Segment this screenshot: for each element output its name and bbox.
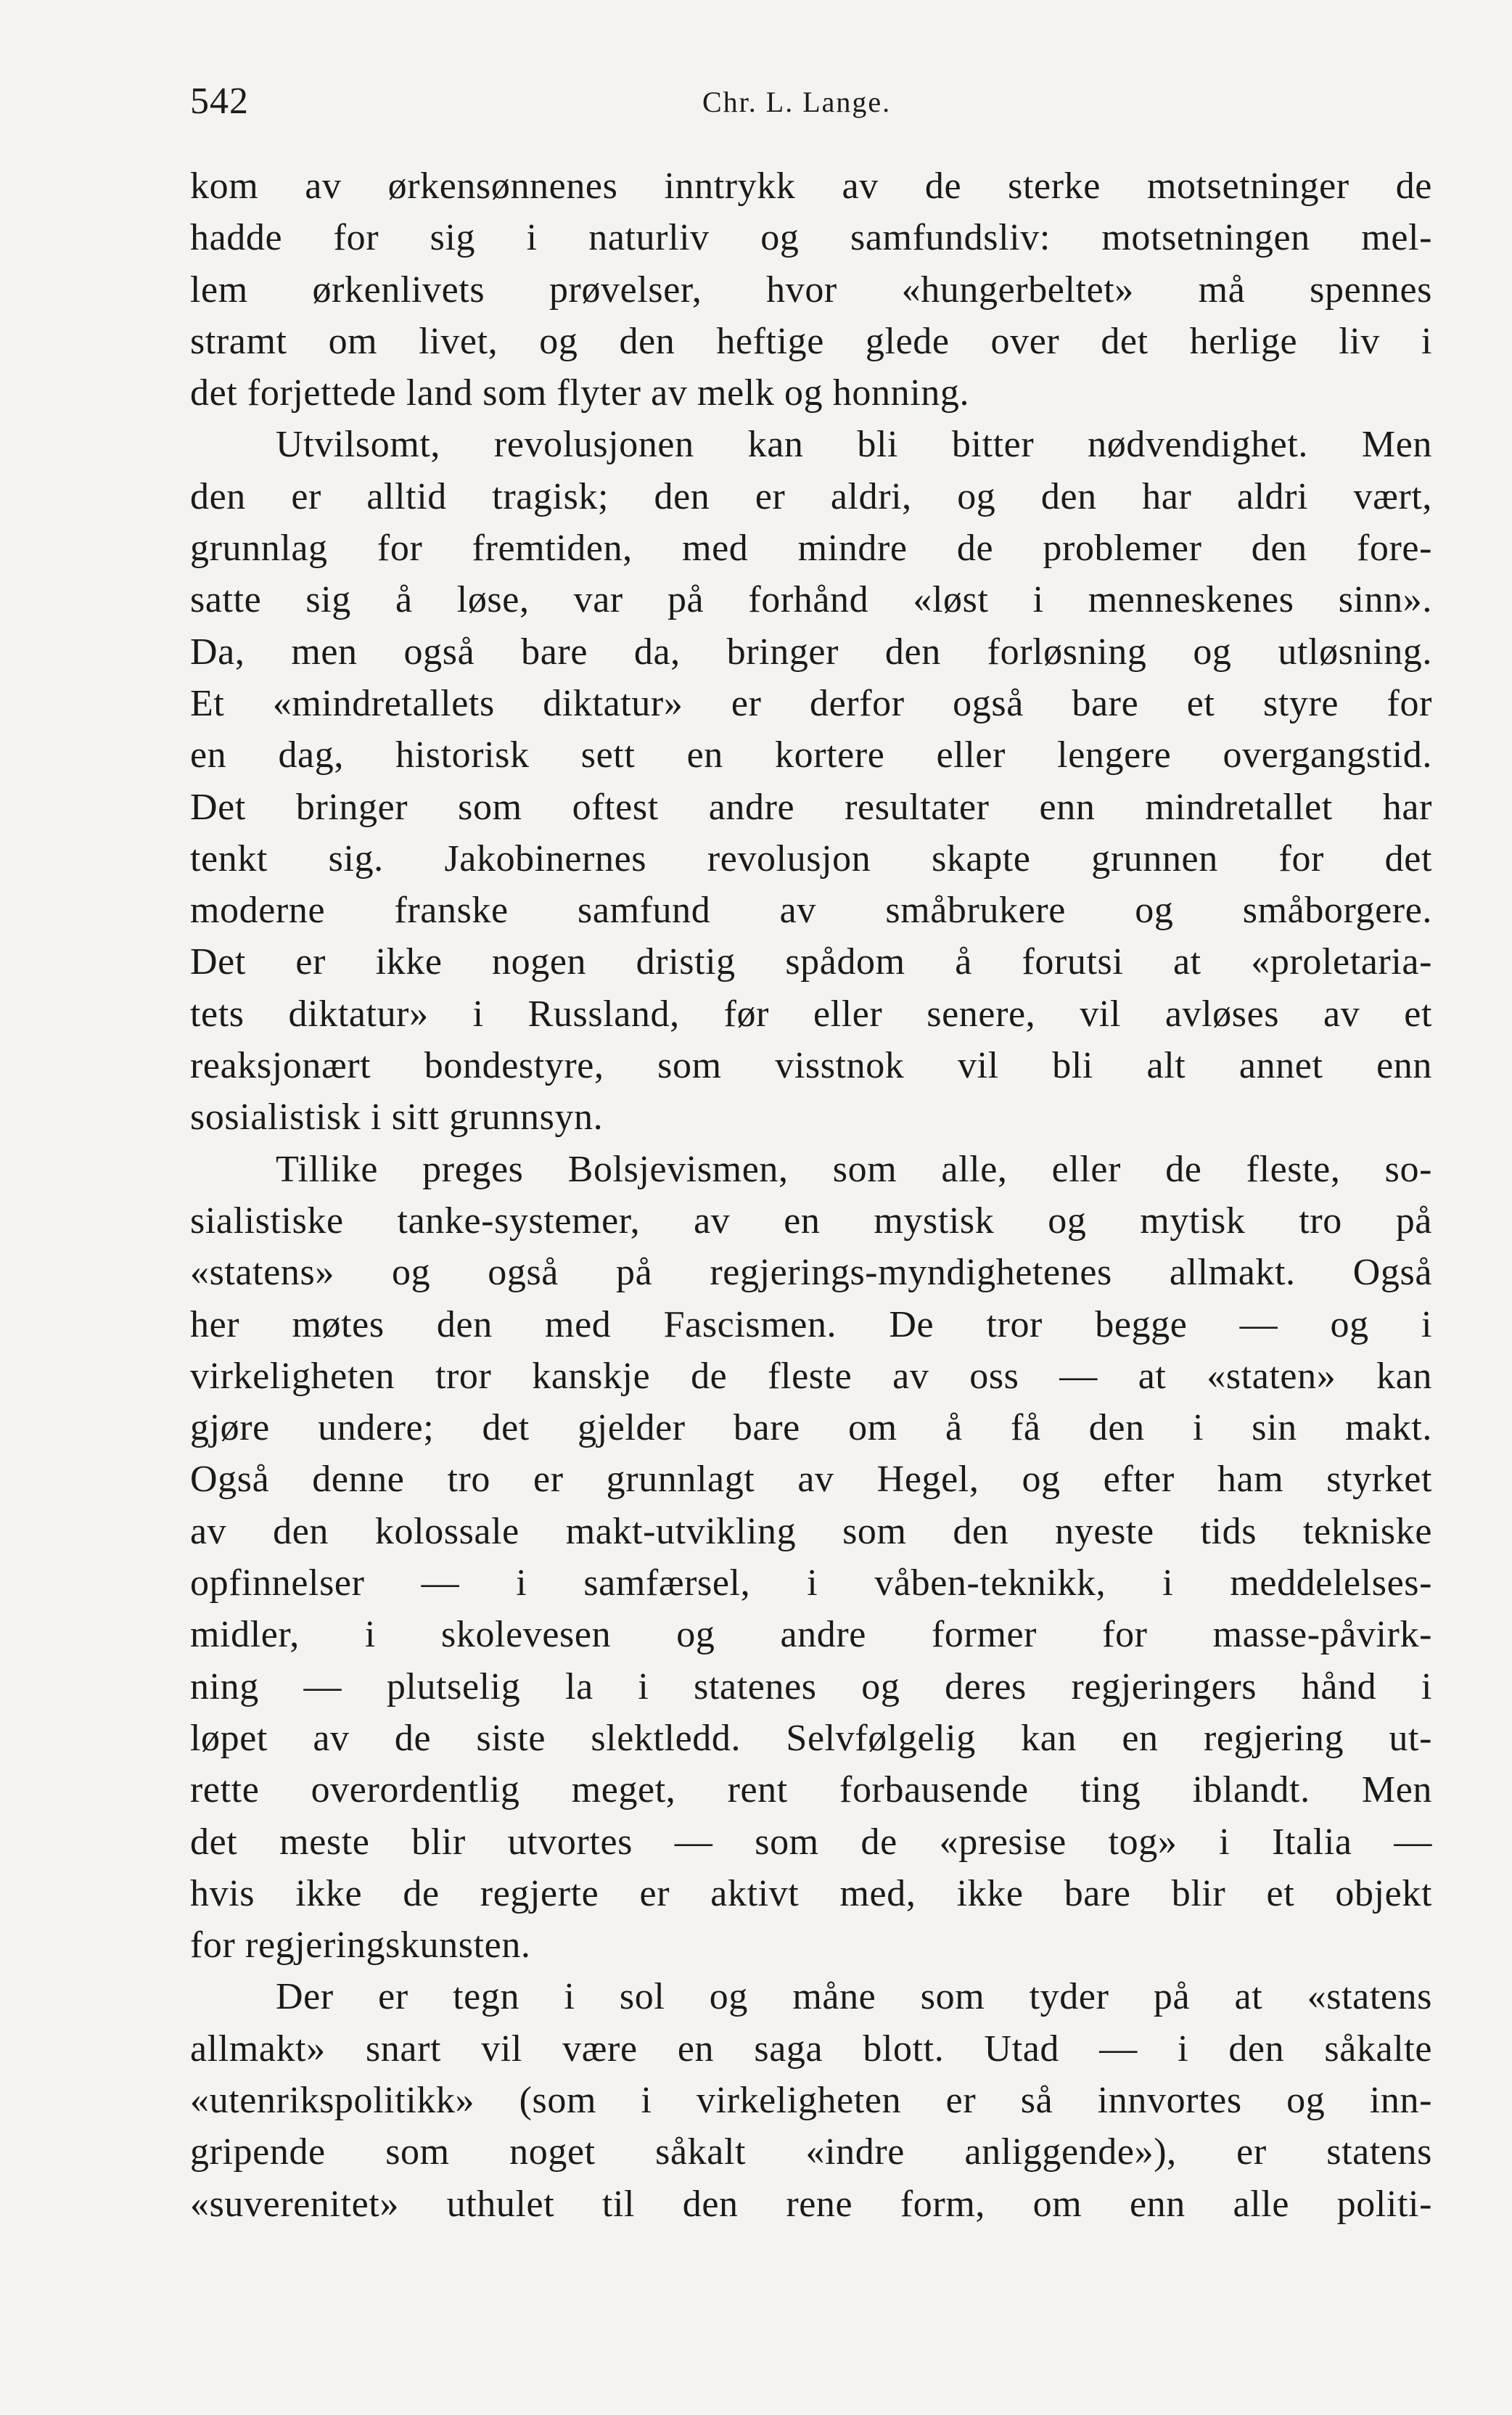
text-line: virkeligheten tror kanskje de fleste av oss — at «staten» kan <box>190 1355 1432 1397</box>
text-line: tets diktatur» i Russland, før eller senere, vil avløses av et <box>190 993 1432 1035</box>
page-header <box>190 73 1438 131</box>
text-line: «utenrikspolitikk» (som i virkeligheten er så innvortes og inn- <box>190 2079 1432 2121</box>
text-line: hadde for sig i naturliv og samfundsliv: motsetningen mel- <box>190 217 1432 259</box>
text-line: det meste blir utvortes — som de «presise tog» i Italia — <box>190 1821 1432 1863</box>
text-line: gjøre undere; det gjelder bare om å få den i sin makt. <box>190 1407 1432 1449</box>
text-line: sialistiske tanke-systemer, av en mystisk og mytisk tro på <box>190 1200 1432 1242</box>
text-line: Også denne tro er grunnlagt av Hegel, og efter ham styrket <box>190 1459 1432 1501</box>
text-line: grunnlag for fremtiden, med mindre de problemer den fore- <box>190 528 1432 570</box>
text-line: stramt om livet, og den heftige glede over det herlige liv i <box>190 320 1432 362</box>
text-line: en dag, historisk sett en kortere eller lengere overgangstid. <box>190 734 1432 776</box>
text-line: «suverenitet» uthulet til den rene form, om enn alle politi- <box>190 2183 1432 2225</box>
text-line: opfinnelser — i samfærsel, i våben-teknikk, i meddelelses- <box>190 1562 1432 1604</box>
text-line: Det bringer som oftest andre resultater enn mindretallet har <box>190 786 1432 828</box>
text-line: Tillike preges Bolsjevismen, som alle, eller de fleste, so- <box>276 1148 1432 1190</box>
text-line: ning — plutselig la i statenes og deres regjeringers hånd i <box>190 1665 1432 1707</box>
text-line: Det er ikke nogen dristig spådom å forutsi at «proletaria- <box>190 941 1432 983</box>
text-line: Da, men også bare da, bringer den forløsning og utløsning. <box>190 631 1432 673</box>
text-line: for regjeringskunsten. <box>190 1924 531 1967</box>
text-line: «statens» og også på regjerings-myndighetenes allmakt. Også <box>190 1252 1432 1294</box>
text-line: kom av ørkensønnenes inntrykk av de sterke motsetninger de <box>190 165 1432 207</box>
text-line: av den kolossale makt-utvikling som den nyeste tids tekniske <box>190 1510 1432 1552</box>
text-line: satte sig å løse, var på forhånd «løst i menneskenes sinn». <box>190 579 1432 621</box>
text-line: det forjettede land som flyter av melk og honning. <box>190 372 970 414</box>
running-head: Chr. L. Lange. <box>702 86 892 118</box>
text-line: lem ørkenlivets prøvelser, hvor «hungerbeltet» må spennes <box>190 268 1432 311</box>
text-line: løpet av de siste slektledd. Selvfølgelig kan en regjering ut- <box>190 1717 1432 1759</box>
page-number: 542 <box>190 81 249 122</box>
text-line: Et «mindretallets diktatur» er derfor også bare et styre for <box>190 682 1432 724</box>
text-line: gripende som noget såkalt «indre anliggende»), er statens <box>190 2131 1432 2173</box>
text-line: midler, i skolevesen og andre former for masse-påvirk- <box>190 1614 1432 1656</box>
text-line: tenkt sig. Jakobinernes revolusjon skapte grunnen for det <box>190 837 1432 880</box>
text-line: reaksjonært bondestyre, som visstnok vil bli alt annet enn <box>190 1045 1432 1087</box>
text-line: allmakt» snart vil være en saga blott. Utad — i den såkalte <box>190 2027 1432 2070</box>
body-text <box>190 160 1432 2230</box>
text-line: her møtes den med Fascismen. De tror begge — og i <box>190 1303 1432 1345</box>
text-line: moderne franske samfund av småbrukere og småborgere. <box>190 890 1432 932</box>
text-line: rette overordentlig meget, rent forbausende ting iblandt. Men <box>190 1769 1432 1811</box>
text-line: Utvilsomt, revolusjonen kan bli bitter nødvendighet. Men <box>276 424 1432 466</box>
text-line: sosialistisk i sitt grunnsyn. <box>190 1096 604 1139</box>
text-line: den er alltid tragisk; den er aldri, og den har aldri vært, <box>190 475 1432 517</box>
text-line: hvis ikke de regjerte er aktivt med, ikke bare blir et objekt <box>190 1872 1432 1914</box>
text-line: Der er tegn i sol og måne som tyder på at «statens <box>276 1976 1432 2018</box>
